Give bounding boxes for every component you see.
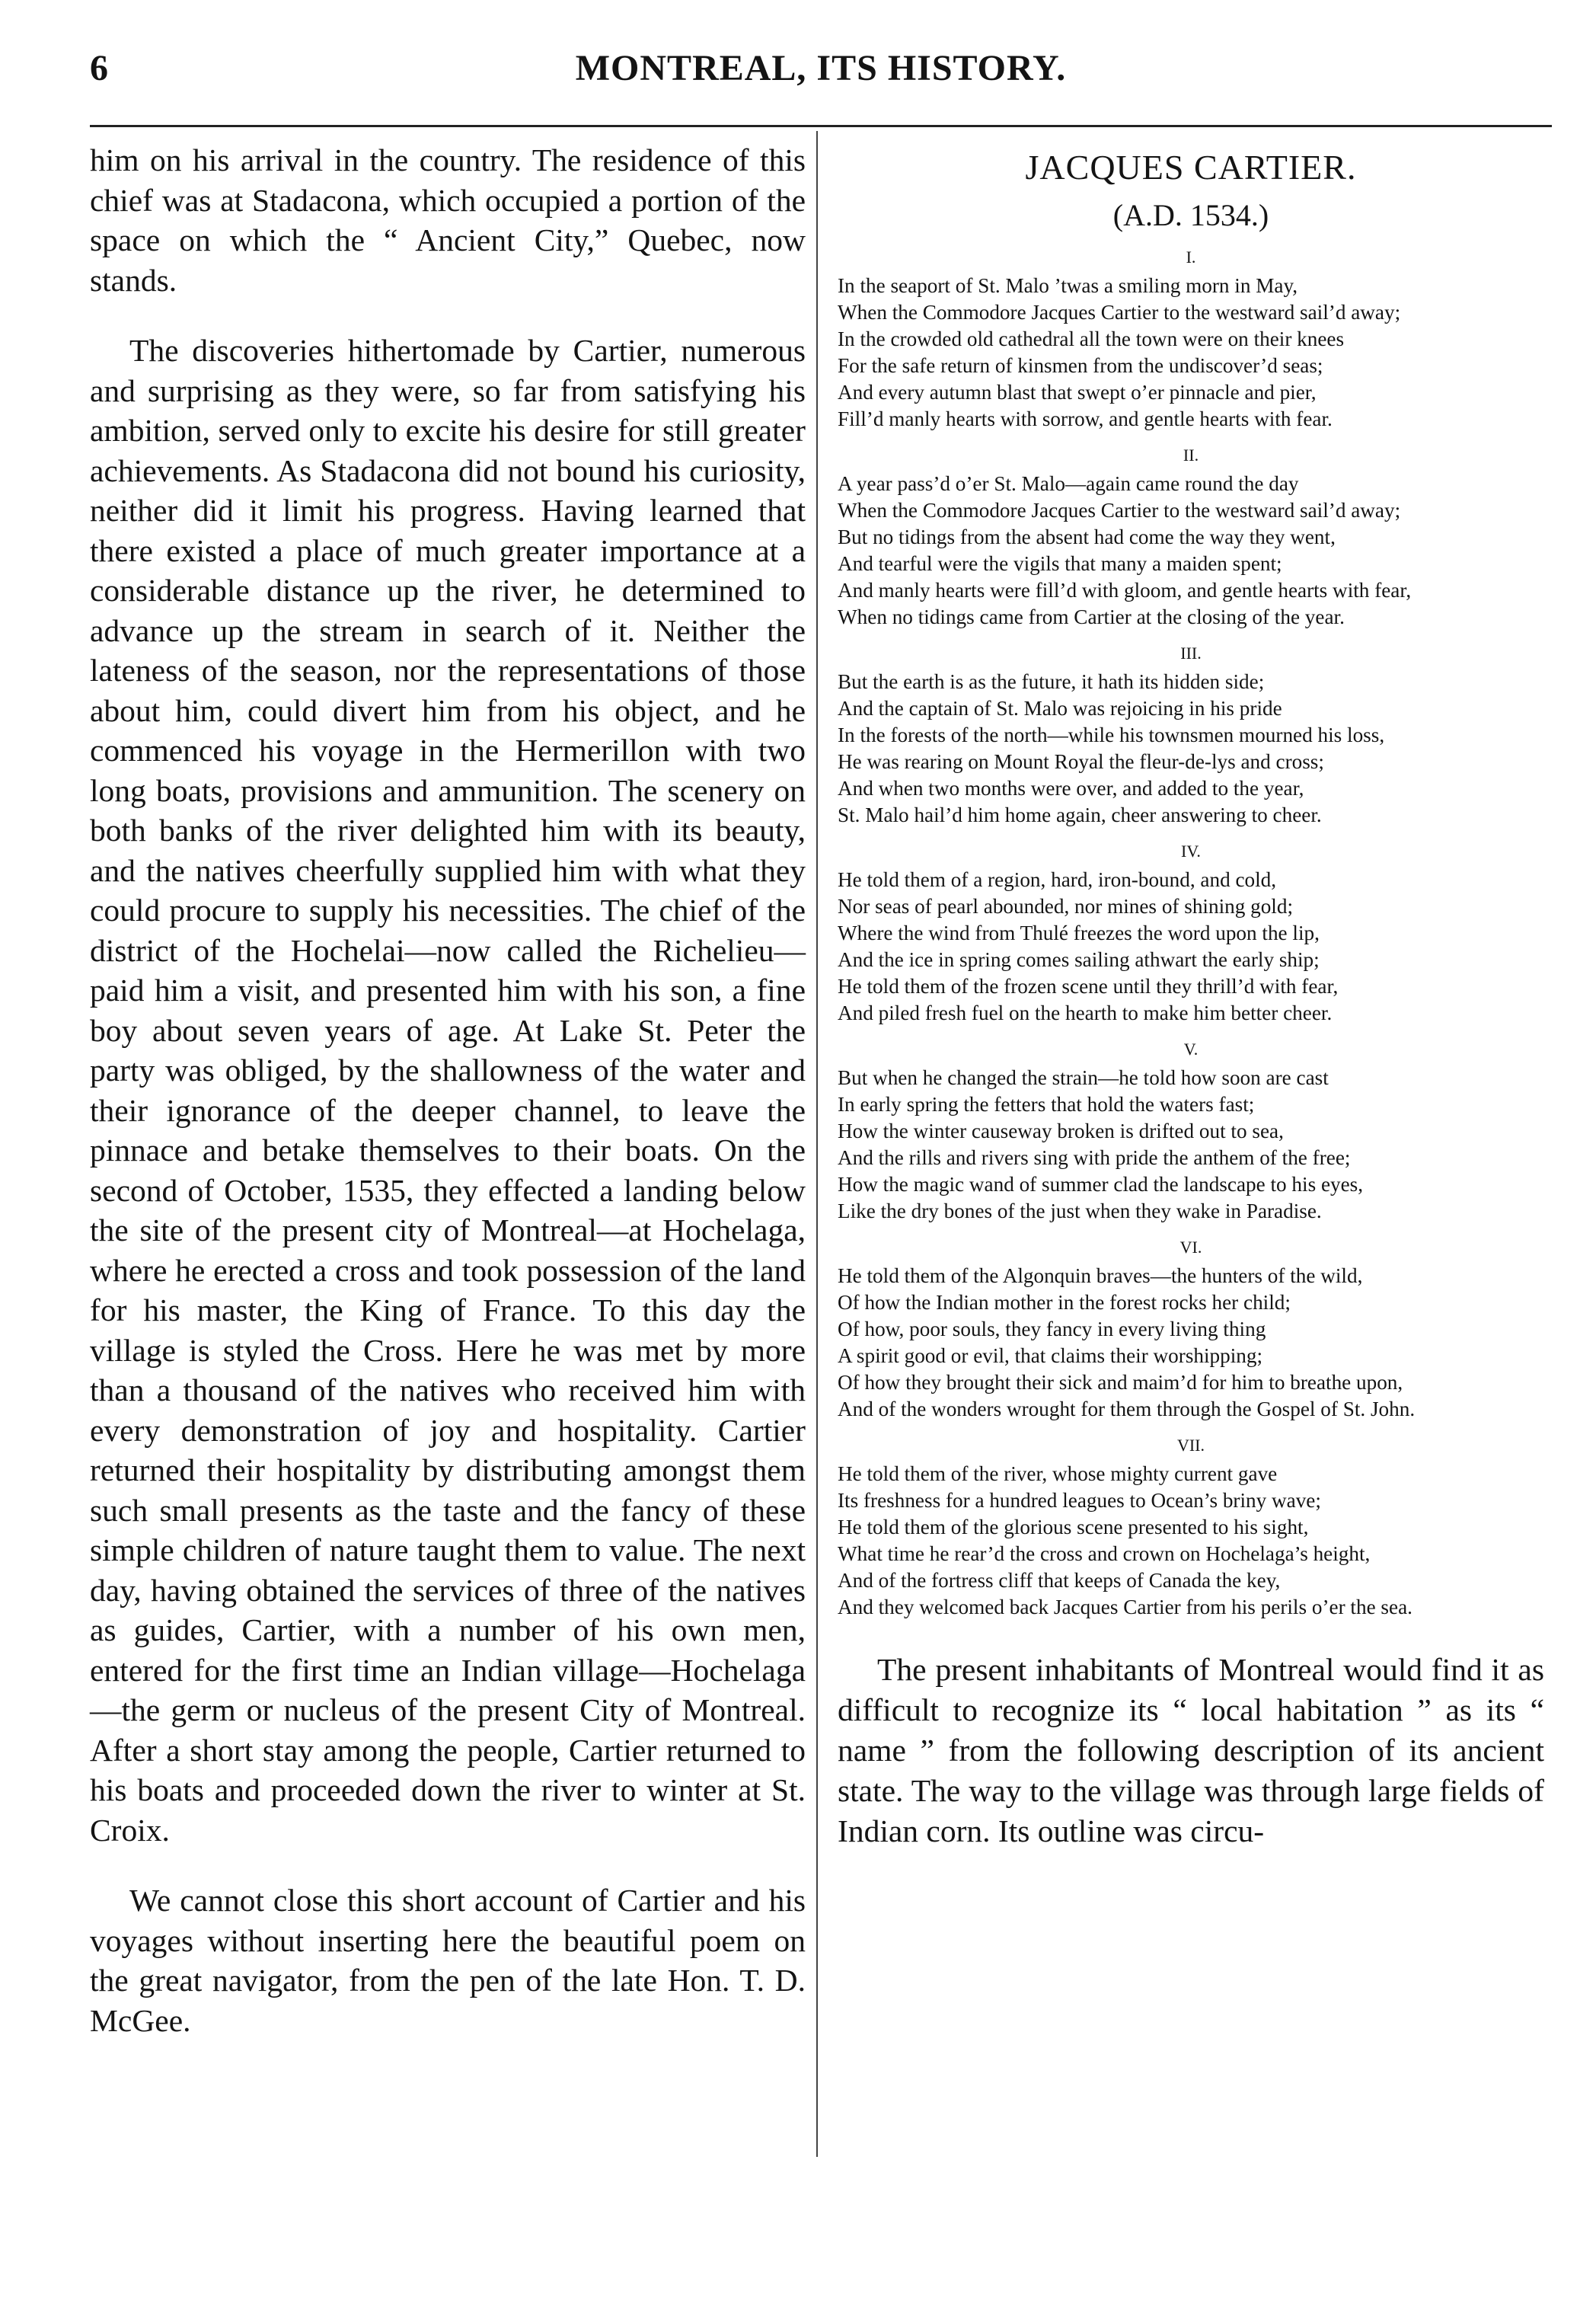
poem-line: Its freshness for a hundred leagues to Ocean’s briny wave;: [838, 1489, 1321, 1512]
poem-line: He told them of a region, hard, iron-bound, and cold,: [838, 868, 1277, 891]
poem-line: And the ice in spring comes sailing athwart the early ship;: [838, 948, 1320, 971]
poem-line: In the forests of the north—while his townsmen mourned his loss,: [838, 724, 1385, 746]
column-separator: [816, 131, 818, 2157]
poem-stanza: [838, 247, 1544, 433]
poem-line: Of how they brought their sick and maim’d for him to breathe upon,: [838, 1371, 1403, 1394]
poem-stanza: [838, 841, 1544, 1027]
poem-date: (A.D. 1534.): [1112, 198, 1269, 232]
poem-line: Of how the Indian mother in the forest rocks her child;: [838, 1291, 1291, 1314]
paragraph: him on his arrival in the country. The residence of this chief was at Stadacona, which occupied a portion of the space on which the “ Ancient City,” Quebec, now stands.: [90, 142, 806, 298]
poem-line: And the captain of St. Malo was rejoicing in his pride: [838, 697, 1282, 720]
poem-line: And of the fortress cliff that keeps of Canada the key,: [838, 1569, 1281, 1592]
poem-line: How the winter causeway broken is drifted out to sea,: [838, 1120, 1284, 1142]
poem-line: Where the wind from Thulé freezes the word upon the lip,: [838, 922, 1320, 944]
poem-stanza: [838, 445, 1544, 631]
poem-line: A year pass’d o’er St. Malo—again came round the day: [838, 472, 1299, 495]
stanza-number: III.: [1180, 644, 1202, 663]
right-prose: [838, 1650, 1544, 1851]
poem-line: And every autumn blast that swept o’er pinnacle and pier,: [838, 381, 1317, 404]
poem-line: But when he changed the strain—he told how soon are cast: [838, 1066, 1329, 1089]
poem-stanza: [838, 643, 1544, 829]
poem-line: What time he rear’d the cross and crown on Hochelaga’s height,: [838, 1542, 1371, 1565]
poem-title: JACQUES CARTIER.: [1025, 148, 1357, 187]
poem-line: When the Commodore Jacques Cartier to the westward sail’d away;: [838, 301, 1401, 324]
stanza-number: VII.: [1176, 1436, 1205, 1455]
poem-line: Nor seas of pearl abounded, nor mines of shining gold;: [838, 895, 1294, 918]
poem-line: Fill’d manly hearts with sorrow, and gentle hearts with fear.: [838, 407, 1333, 430]
running-title: MONTREAL, ITS HISTORY.: [575, 48, 1067, 88]
stanza-number: II.: [1183, 446, 1199, 465]
poem-line: In early spring the fetters that hold the waters fast;: [838, 1093, 1255, 1116]
poem-line: But the earth is as the future, it hath its hidden side;: [838, 670, 1265, 693]
poem-line: In the seaport of St. Malo ’twas a smiling morn in May,: [838, 274, 1298, 297]
stanza-number: VI.: [1179, 1238, 1202, 1257]
paragraph: The discoveries hithertomade by Cartier, numerous and surprising as they were, so far from satisfying his ambition, served only to excite his desire for still greater achievements. As Stadacona did not bound his curiosity, neither did it limit his progress. Having learned that there existed a place of much greater importance at a considerable distance up the river, he determined to advance up the stream in search of it. Neither the lateness of the season, nor the representations of those about him, could divert him from his object, and he commenced his voyage in the Hermerillon with two long boats, provisions and ammunition. The scenery on both banks of the river delighted him with its beauty, and the natives cheerfully supplied him with what they could procure to supply his necessities. The chief of the district of the Hochelai—now called the Richelieu—paid him a visit, and presented him with his son, a fine boy about seven years of age. At Lake St. Peter the party was obliged, by the shallowness of the water and their ignorance of the deeper channel, to leave the pinnace and betake themselves to their boats. On the second of October, 1535, they effected a landing below the site of the present city of Montreal—at Hochelaga, where he erected a cross and took possession of the land for his master, the King of France. To this day the village is styled the Cross. Here he was met by more than a thousand of the natives who received him with every demonstration of joy and hospitality. Cartier returned their hospitality by distributing amongst them such small presents as the taste and the fancy of these simple children of nature taught them to value. The next day, having obtained the services of three of the natives as guides, Cartier, with a number of his own men, entered for the first time an Indian village—Hochelaga—the germ or nucleus of the present City of Montreal. After a short stay among the people, Cartier returned to his boats and proceeded down the river to winter at St. Croix.: [90, 333, 806, 1848]
poem-line: And manly hearts were fill’d with gloom, and gentle hearts with fear,: [838, 579, 1412, 602]
poem-line: St. Malo hail’d him home again, cheer answering to cheer.: [838, 803, 1322, 826]
poem-line: How the magic wand of summer clad the landscape to his eyes,: [838, 1173, 1364, 1196]
poem-stanza: [838, 1237, 1544, 1423]
page-number: 6: [90, 48, 108, 88]
poem-line: And they welcomed back Jacques Cartier from his perils o’er the sea.: [838, 1596, 1412, 1618]
paragraph: The present inhabitants of Montreal would find it as difficult to recognize its “ local habitation ” as its “ name ” from the following description of its ancient state. The way to the village was through large fields of Indian corn. Its outline was circu-: [838, 1652, 1544, 1848]
poem-line: A spirit good or evil, that claims their worshipping;: [838, 1344, 1263, 1367]
poem-line: When the Commodore Jacques Cartier to the westward sail’d away;: [838, 499, 1401, 522]
poem-line: He was rearing on Mount Royal the fleur-de-lys and cross;: [838, 750, 1324, 773]
poem-line: Like the dry bones of the just when they wake in Paradise.: [838, 1200, 1322, 1222]
poem-line: And piled fresh fuel on the hearth to make him better cheer.: [838, 1002, 1333, 1024]
stanza-number: IV.: [1181, 842, 1201, 861]
poem-line: For the safe return of kinsmen from the undiscover’d seas;: [838, 354, 1323, 377]
header-rule: [90, 125, 1552, 127]
stanza-number: V.: [1183, 1040, 1199, 1059]
poem-body: [838, 247, 1544, 1621]
poem-stanza: [838, 1039, 1544, 1225]
poem-line: And when two months were over, and added to the year,: [838, 777, 1304, 800]
poem-line: He told them of the frozen scene until they thrill’d with fear,: [838, 975, 1339, 998]
poem-line: And the rills and rivers sing with pride the anthem of the free;: [838, 1146, 1351, 1169]
stanza-number: I.: [1186, 248, 1196, 267]
poem-line: Of how, poor souls, they fancy in every living thing: [838, 1318, 1266, 1340]
poem-line: In the crowded old cathedral all the town were on their knees: [838, 327, 1345, 350]
poem-line: And of the wonders wrought for them through the Gospel of St. John.: [838, 1398, 1416, 1420]
poem-line: He told them of the river, whose mighty current gave: [838, 1462, 1278, 1485]
poem-stanza: [838, 1435, 1544, 1621]
paragraph: We cannot close this short account of Cartier and his voyages without inserting here the beautiful poem on the great navigator, from the pen of the late Hon. T. D. McGee.: [90, 1883, 806, 2038]
poem-line: But no tidings from the absent had come the way they went,: [838, 526, 1336, 548]
poem-line: And tearful were the vigils that many a maiden spent;: [838, 552, 1282, 575]
page-header: [90, 47, 1552, 101]
poem-line: He told them of the Algonquin braves—the hunters of the wild,: [838, 1264, 1363, 1287]
right-column: [838, 140, 1544, 1851]
left-column: [90, 140, 806, 2040]
poem-line: He told them of the glorious scene presented to his sight,: [838, 1516, 1309, 1538]
poem-line: When no tidings came from Cartier at the closing of the year.: [838, 605, 1345, 628]
